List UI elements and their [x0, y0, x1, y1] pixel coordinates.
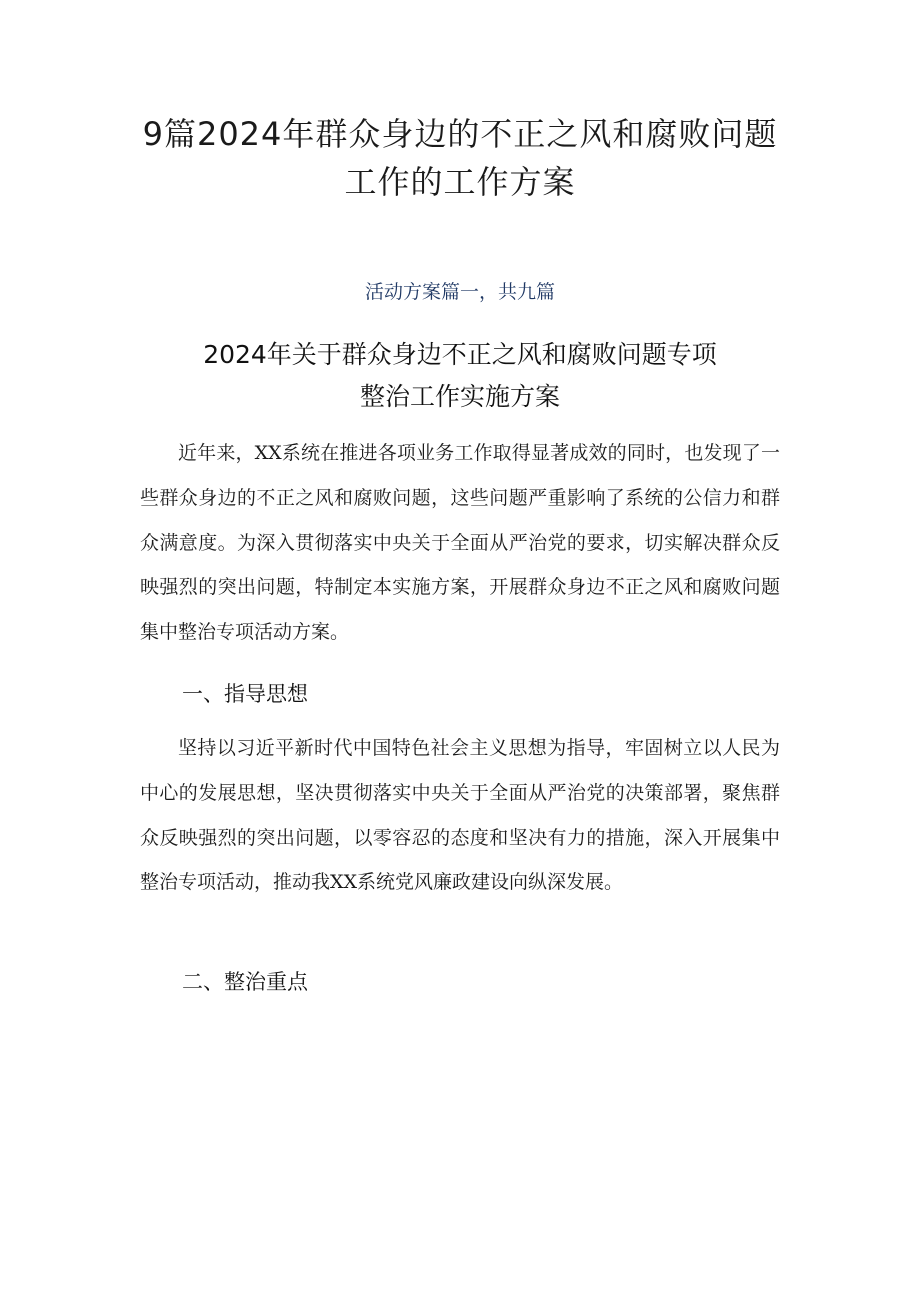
heading-rectification-focus: 二、整治重点 [182, 970, 308, 994]
guiding-thought-paragraph: 坚持以习近平新时代中国特色社会主义思想为指导，牢固树立以人民为中心的发展思想，坚决贯彻落实中央关于全面从严治党的决策部署，聚焦群众反映强烈的突出问题，以零容忍的态度和坚决有力的措施，深入开展集中整治专项活动，推动我XX系统党风廉政建设向纵深发展。 [140, 737, 780, 894]
section-title-line-2: 整治工作实施方案 [359, 382, 560, 411]
document-title: 9篇2024年群众身边的不正之风和腐败问题工作的工作方案 [142, 115, 778, 201]
document-subtitle: 活动方案篇一，共九篇 [364, 281, 555, 303]
section-title [140, 334, 780, 418]
heading-guiding-thought: 一、指导思想 [182, 682, 308, 706]
section-title-line-1: 2024年关于群众身边不正之风和腐败问题专项 [203, 340, 717, 369]
intro-paragraph: 近年来，XX系统在推进各项业务工作取得显著成效的同时，也发现了一些群众身边的不正之风和腐败问题，这些问题严重影响了系统的公信力和群众满意度。为深入贯彻落实中央关于全面从严治党的要求，切实解决群众反映强烈的突出问题，特制定本实施方案，开展群众身边不正之风和腐败问题集中整治专项活动方案。 [140, 442, 780, 644]
